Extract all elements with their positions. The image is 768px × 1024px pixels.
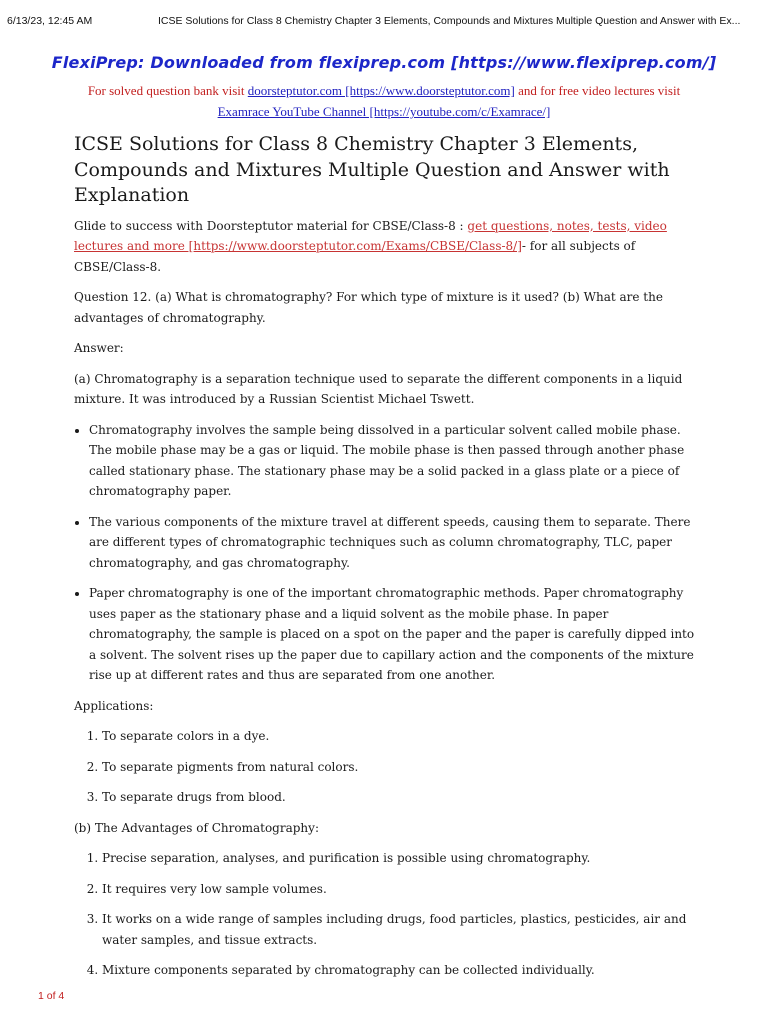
intro-text: Glide to success with Doorsteptutor material for CBSE/Class-8 : [74,218,468,233]
applications-list [74,726,698,808]
print-doc-title: ICSE Solutions for Class 8 Chemistry Chapter 3 Elements, Compounds and Mixtures Multiple Question and Answer with Ex... [158,15,741,27]
list-item: 3. To separate drugs from blood. [102,787,698,808]
promo-text [62,80,706,122]
list-item: 4. Mixture components separated by chromatography can be collected individually. [102,960,698,981]
doorsteptutor-link[interactable]: doorsteptutor.com [https://www.doorsteptutor.com] [247,83,515,98]
list-item: 1. To separate colors in a dye. [102,726,698,747]
answer-a-text: (a) Chromatography is a separation technique used to separate the different components in a liquid mixture. It was introduced by a Russian Scientist Michael Tswett. [74,371,683,406]
intro-text-end: - for all subjects of CBSE/Class-8. [74,239,636,274]
list-item: 3. It works on a wide range of samples including drugs, food particles, plastics, pesticides, air and water samples, and tissue extracts. [102,909,698,950]
list-item: 2. It requires very low sample volumes. [102,879,698,900]
page-title: ICSE Solutions for Class 8 Chemistry Chapter 3 Elements, Compounds and Mixtures Multiple Question and Answer with Explanation [74,133,670,206]
print-header [0,15,768,31]
doorsteptutor-class8-link[interactable]: get questions, notes, tests, video lectures and more [https://www.doorsteptutor.com/Exams/CBSE/Class-8/] [74,218,667,253]
promo-text-part2: and for free video lectures visit [514,83,681,98]
page-number: 1 of 4 [38,990,65,1002]
list-item: 2. To separate pigments from natural colors. [102,757,698,778]
applications-label: Applications: [74,698,154,713]
list-item: • The various components of the mixture travel at different speeds, causing them to separate. There are different types of chromatographic techniques such as column chromatography, TLC, paper chromatography, and gas chromatography. [89,512,698,574]
print-date: 6/13/23, 12:45 AM [7,15,93,27]
list-item: • Paper chromatography is one of the important chromatographic methods. Paper chromatography uses paper as the stationary phase and a liquid solvent as the mobile phase. In paper chromatography, the sample is placed on a spot on the paper and the paper is carefully dipped into a solvent. The solvent rises up the paper due to capillary action and the components of the mixture rise up at different rates and thus are separated from one another. [89,583,698,686]
chromatography-bullet-list [74,420,698,686]
list-item: • Chromatography involves the sample being dissolved in a particular solvent called mobile phase. The mobile phase may be a gas or liquid. The mobile phase is then passed through another phase called stationary phase. The stationary phase may be a solid packed in a glass plate or a piece of chromatography paper. [89,420,698,502]
flexiprep-banner: FlexiPrep: Downloaded from flexiprep.com [https://www.flexiprep.com/] [51,53,717,72]
examrace-youtube-link[interactable]: Examrace YouTube Channel [https://youtube.com/c/Examrace/] [217,104,551,119]
intro-paragraph [74,216,698,278]
promo-text-part1: For solved question bank visit [87,83,248,98]
advantages-list [74,848,698,981]
list-item: 1. Precise separation, analyses, and purification is possible using chromatography. [102,848,698,869]
answer-label: Answer: [74,341,124,355]
article-content [74,132,698,991]
advantages-label: (b) The Advantages of Chromatography: [74,820,319,835]
question-text: Question 12. (a) What is chromatography? For which type of mixture is it used? (b) What are the advantages of chromatography. [74,290,663,325]
